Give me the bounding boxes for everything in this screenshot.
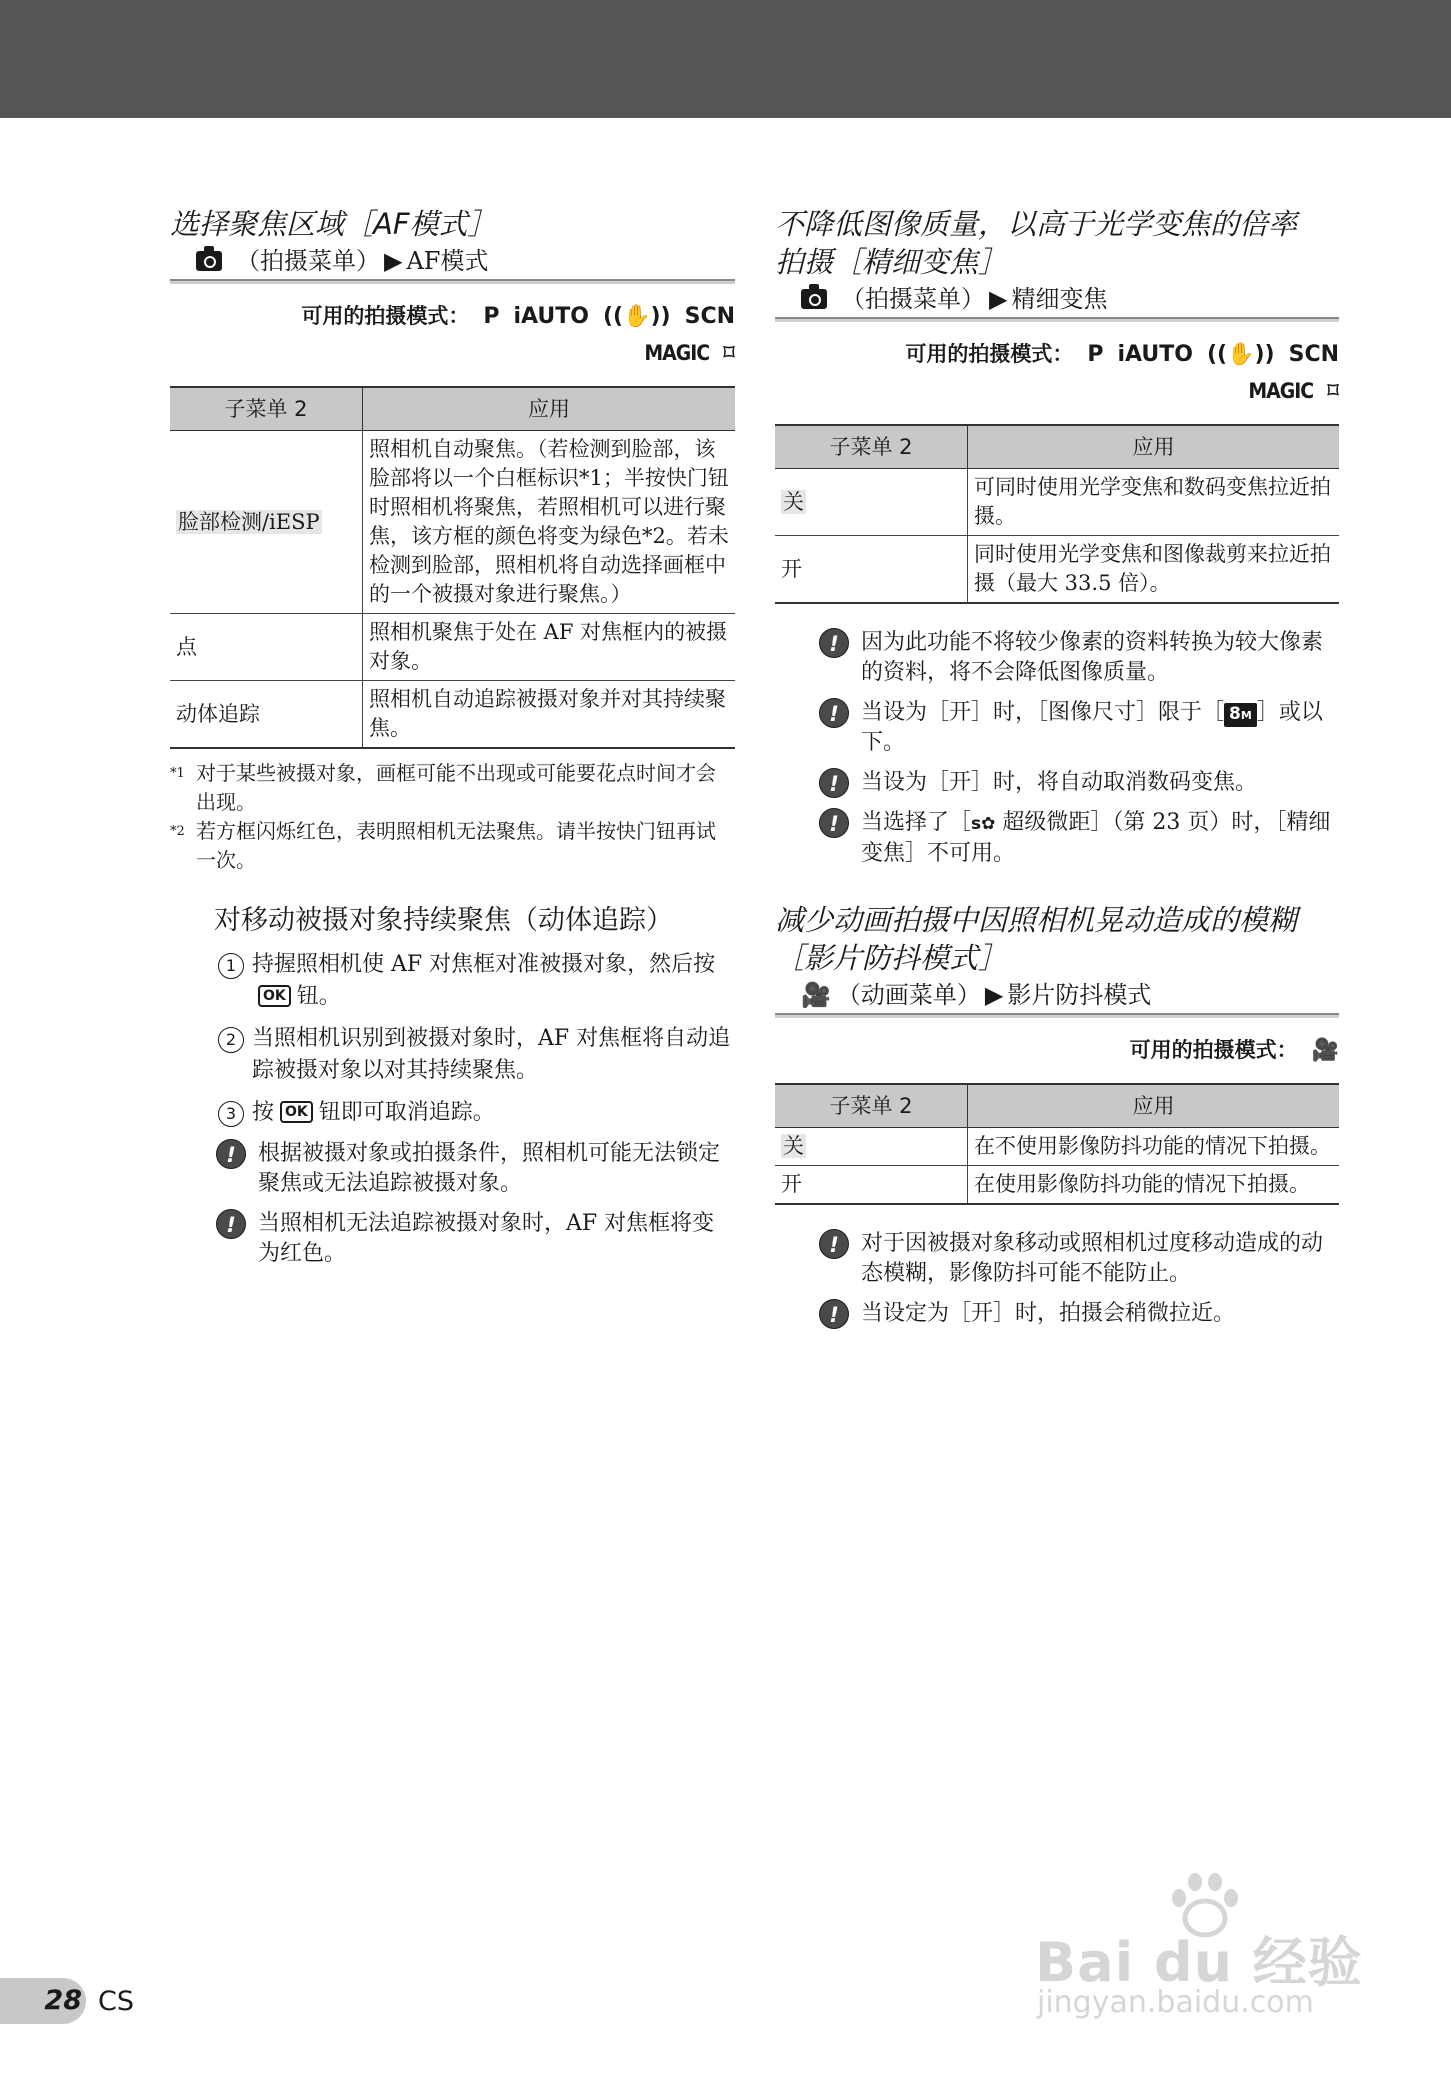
note-item [819, 698, 1339, 758]
camera-icon [801, 289, 827, 309]
footnote-mark: *2 [170, 824, 185, 839]
row-text: 照相机自动聚焦。（若检测到脸部，该脸部将以一个白框标识*1；半按快门钮时照相机将聚焦，若照相机可以进行聚焦，该方框的颜色将变为绿色*2。若未检测到脸部，照相机将自动选择画框中的一个被摄对象进行聚焦。） [363, 431, 736, 614]
warning-icon: ! [819, 698, 849, 728]
step-text [252, 949, 735, 1013]
ok-button-icon: OK [280, 1101, 313, 1123]
right-column [775, 205, 1339, 1339]
stab-menu-path [775, 977, 1339, 1013]
mode-iauto: iAUTO [1117, 342, 1193, 367]
warning-icon: ! [819, 768, 849, 798]
note-text: 当设为［开］时，将自动取消数码变焦。 [861, 770, 1258, 795]
arrow-icon: ▶ [384, 247, 403, 275]
ok-button-icon: OK [258, 985, 291, 1007]
step-item [218, 949, 735, 1013]
mode-movie-icon: 🎥 [1311, 1038, 1339, 1063]
step-text-part: 按 [252, 1100, 275, 1125]
warning-icon: ! [819, 1299, 849, 1329]
note-item [819, 1299, 1339, 1329]
row-text: 同时使用光学变焦和图像裁剪来拉近拍摄（最大 33.5 倍）。 [968, 536, 1340, 604]
stab-notes [819, 1229, 1339, 1329]
row-text: 照相机聚焦于处在 AF 对焦框内的被摄对象。 [363, 614, 736, 681]
stab-menu-target: 影片防抖模式 [1007, 981, 1152, 1009]
col-application: 应用 [968, 1084, 1340, 1128]
note-text: 对于因被摄对象移动或照相机过度移动造成的动态模糊，影像防抖可能不能防止。 [861, 1231, 1324, 1286]
page-footer [0, 1978, 134, 2024]
row-text: 照相机自动追踪被摄对象并对其持续聚焦。 [363, 681, 736, 749]
note-text [861, 808, 1339, 869]
note-text [861, 698, 1339, 758]
row-text: 在使用影像防抖功能的情况下拍摄。 [968, 1166, 1340, 1205]
mode-stabilize-icon: ((✋)) [602, 304, 671, 329]
note-text-part: 超级微距］（第 23 页）时，［精细变焦］不可用。 [861, 810, 1331, 866]
step-number: 1 [218, 953, 244, 979]
step-text-part: 钮。 [296, 984, 341, 1009]
af-menu-label: （拍摄菜单） [236, 247, 380, 275]
note-text-part: 当选择了［ [861, 810, 972, 835]
table-header [170, 387, 735, 431]
table-row [170, 681, 735, 749]
mode-scn: SCN [1288, 342, 1339, 367]
stab-submenu-table [775, 1083, 1339, 1205]
warning-icon: ! [819, 808, 849, 838]
zoom-menu-target: 精细变焦 [1011, 285, 1108, 313]
step-text-part: 持握照相机使 AF 对焦框对准被摄对象，然后按 [252, 952, 716, 977]
table-row [775, 1128, 1339, 1166]
step-text: 当照相机识别到被摄对象时，AF 对焦框将自动追踪被摄对象以对其持续聚焦。 [252, 1026, 731, 1083]
submenu-on: 开 [775, 1166, 968, 1205]
modes-label: 可用的拍摄模式： [301, 304, 470, 328]
mode-iauto: iAUTO [513, 304, 589, 329]
arrow-icon: ▶ [984, 981, 1004, 1009]
mode-magic: MAGIC [644, 341, 710, 365]
af-available-modes-line2 [170, 335, 735, 372]
watermark [1025, 1870, 1365, 2030]
submenu-off: 关 [783, 489, 804, 514]
mode-p: P [483, 304, 500, 329]
zoom-menu-label: （拍摄菜单） [841, 285, 985, 313]
mode-scn: SCN [684, 304, 735, 329]
step-number: 3 [218, 1101, 244, 1127]
stab-title-line: ［影片防抖模式］ [775, 941, 1008, 975]
mode-panorama-icon: ⌑ [1327, 379, 1339, 404]
camera-icon [196, 251, 222, 271]
submenu-tracking: 动体追踪 [170, 681, 363, 749]
table-header [775, 1084, 1339, 1128]
warning-icon: ! [216, 1209, 246, 1239]
table-row [170, 614, 735, 681]
col-submenu: 子菜单 2 [775, 425, 968, 469]
top-bar [0, 0, 1451, 118]
note-text: 当照相机无法追踪被摄对象时，AF 对焦框将变为红色。 [258, 1211, 715, 1266]
watermark-brand: Bai du 经验 [1035, 1931, 1363, 1994]
modes-label: 可用的拍摄模式： [1129, 1038, 1298, 1062]
left-column [170, 205, 735, 1279]
movie-icon: 🎥 [801, 981, 831, 1009]
table-row [775, 469, 1339, 536]
note-item [819, 808, 1339, 869]
table-row [775, 1166, 1339, 1205]
page-language: CS [98, 1985, 134, 2017]
tracking-notes [216, 1139, 735, 1269]
step-item [218, 1023, 735, 1087]
note-item [216, 1139, 735, 1199]
note-item [216, 1209, 735, 1269]
warning-icon: ! [819, 628, 849, 658]
zoom-menu-path [775, 281, 1339, 317]
submenu-spot: 点 [170, 614, 363, 681]
footnote [170, 759, 735, 817]
stab-title-line: 减少动画拍摄中因照相机晃动造成的模糊 [775, 903, 1298, 937]
stab-path-rule [775, 1013, 1339, 1018]
page-number: 28 [0, 1978, 86, 2024]
af-section-title: 选择聚焦区域［AF模式］ [170, 207, 497, 241]
zoom-path-rule [775, 317, 1339, 322]
note-text-part: 当设为［开］时，［图像尺寸］限于［ [861, 700, 1225, 725]
step-item [218, 1097, 735, 1129]
zoom-title-line: 拍摄［精细变焦］ [775, 245, 1008, 279]
table-row [170, 431, 735, 614]
step-number: 2 [218, 1027, 244, 1053]
zoom-available-modes [775, 336, 1339, 373]
watermark-url: jingyan.baidu.com [1037, 1985, 1314, 2020]
af-path-rule [170, 279, 735, 284]
stab-available-modes [775, 1032, 1339, 1069]
zoom-title-line: 不降低图像质量，以高于光学变焦的倍率 [775, 207, 1298, 241]
zoom-notes [819, 628, 1339, 869]
note-item [819, 628, 1339, 688]
footnote-text: 对于某些被摄对象，画框可能不出现或可能要花点时间才会出现。 [196, 761, 716, 814]
footnote-mark: *1 [170, 766, 185, 781]
arrow-icon: ▶ [989, 285, 1008, 313]
modes-label: 可用的拍摄模式： [905, 342, 1074, 366]
mode-p: P [1087, 342, 1104, 367]
af-available-modes [170, 298, 735, 335]
tracking-title: 对移动被摄对象持续聚焦（动体追踪） [214, 905, 673, 936]
warning-icon: ! [819, 1229, 849, 1259]
warning-icon: ! [216, 1139, 246, 1169]
stab-menu-label: （动画菜单） [836, 981, 981, 1009]
submenu-on: 开 [775, 536, 968, 604]
badge-unit: M [1240, 709, 1252, 722]
zoom-section-title [775, 205, 1339, 281]
af-submenu-table [170, 386, 735, 749]
submenu-face-detect: 脸部检测/iESP [178, 509, 320, 534]
zoom-submenu-table [775, 424, 1339, 604]
tracking-steps [218, 949, 735, 1129]
badge-number: 8 [1229, 704, 1241, 724]
footnote [170, 817, 735, 875]
stab-section-title [775, 901, 1339, 977]
col-submenu: 子菜单 2 [170, 387, 363, 431]
af-menu-target: AF模式 [406, 247, 489, 275]
col-submenu: 子菜单 2 [775, 1084, 968, 1128]
row-text: 可同时使用光学变焦和数码变焦拉近拍摄。 [968, 469, 1340, 536]
footnote-text: 若方框闪烁红色，表明照相机无法聚焦。请半按快门钮再试一次。 [196, 819, 716, 872]
submenu-off: 关 [783, 1134, 804, 1158]
step-text [252, 1097, 495, 1129]
col-application: 应用 [363, 387, 736, 431]
note-item [819, 1229, 1339, 1289]
mode-magic: MAGIC [1248, 379, 1314, 403]
af-menu-path [170, 243, 735, 279]
af-footnotes [170, 759, 735, 875]
note-text: 当设定为［开］时，拍摄会稍微拉近。 [861, 1301, 1236, 1326]
note-text-part: ］或以下。 [861, 700, 1323, 755]
note-text: 根据被摄对象或拍摄条件，照相机可能无法锁定聚焦或无法追踪被摄对象。 [258, 1141, 721, 1196]
zoom-available-modes-line2 [775, 373, 1339, 410]
mode-panorama-icon: ⌑ [723, 341, 735, 366]
super-macro-icon: s✿ [971, 814, 996, 834]
step-text-part: 钮即可取消追踪。 [318, 1100, 495, 1125]
note-text: 因为此功能不将较少像素的资料转换为较大像素的资料，将不会降低图像质量。 [861, 630, 1324, 685]
mode-stabilize-icon: ((✋)) [1206, 342, 1275, 367]
row-text: 在不使用影像防抖功能的情况下拍摄。 [968, 1128, 1340, 1166]
col-application: 应用 [968, 425, 1340, 469]
note-item [819, 768, 1339, 798]
table-header [775, 425, 1339, 469]
table-row [775, 536, 1339, 604]
image-size-8m-icon [1224, 703, 1257, 727]
